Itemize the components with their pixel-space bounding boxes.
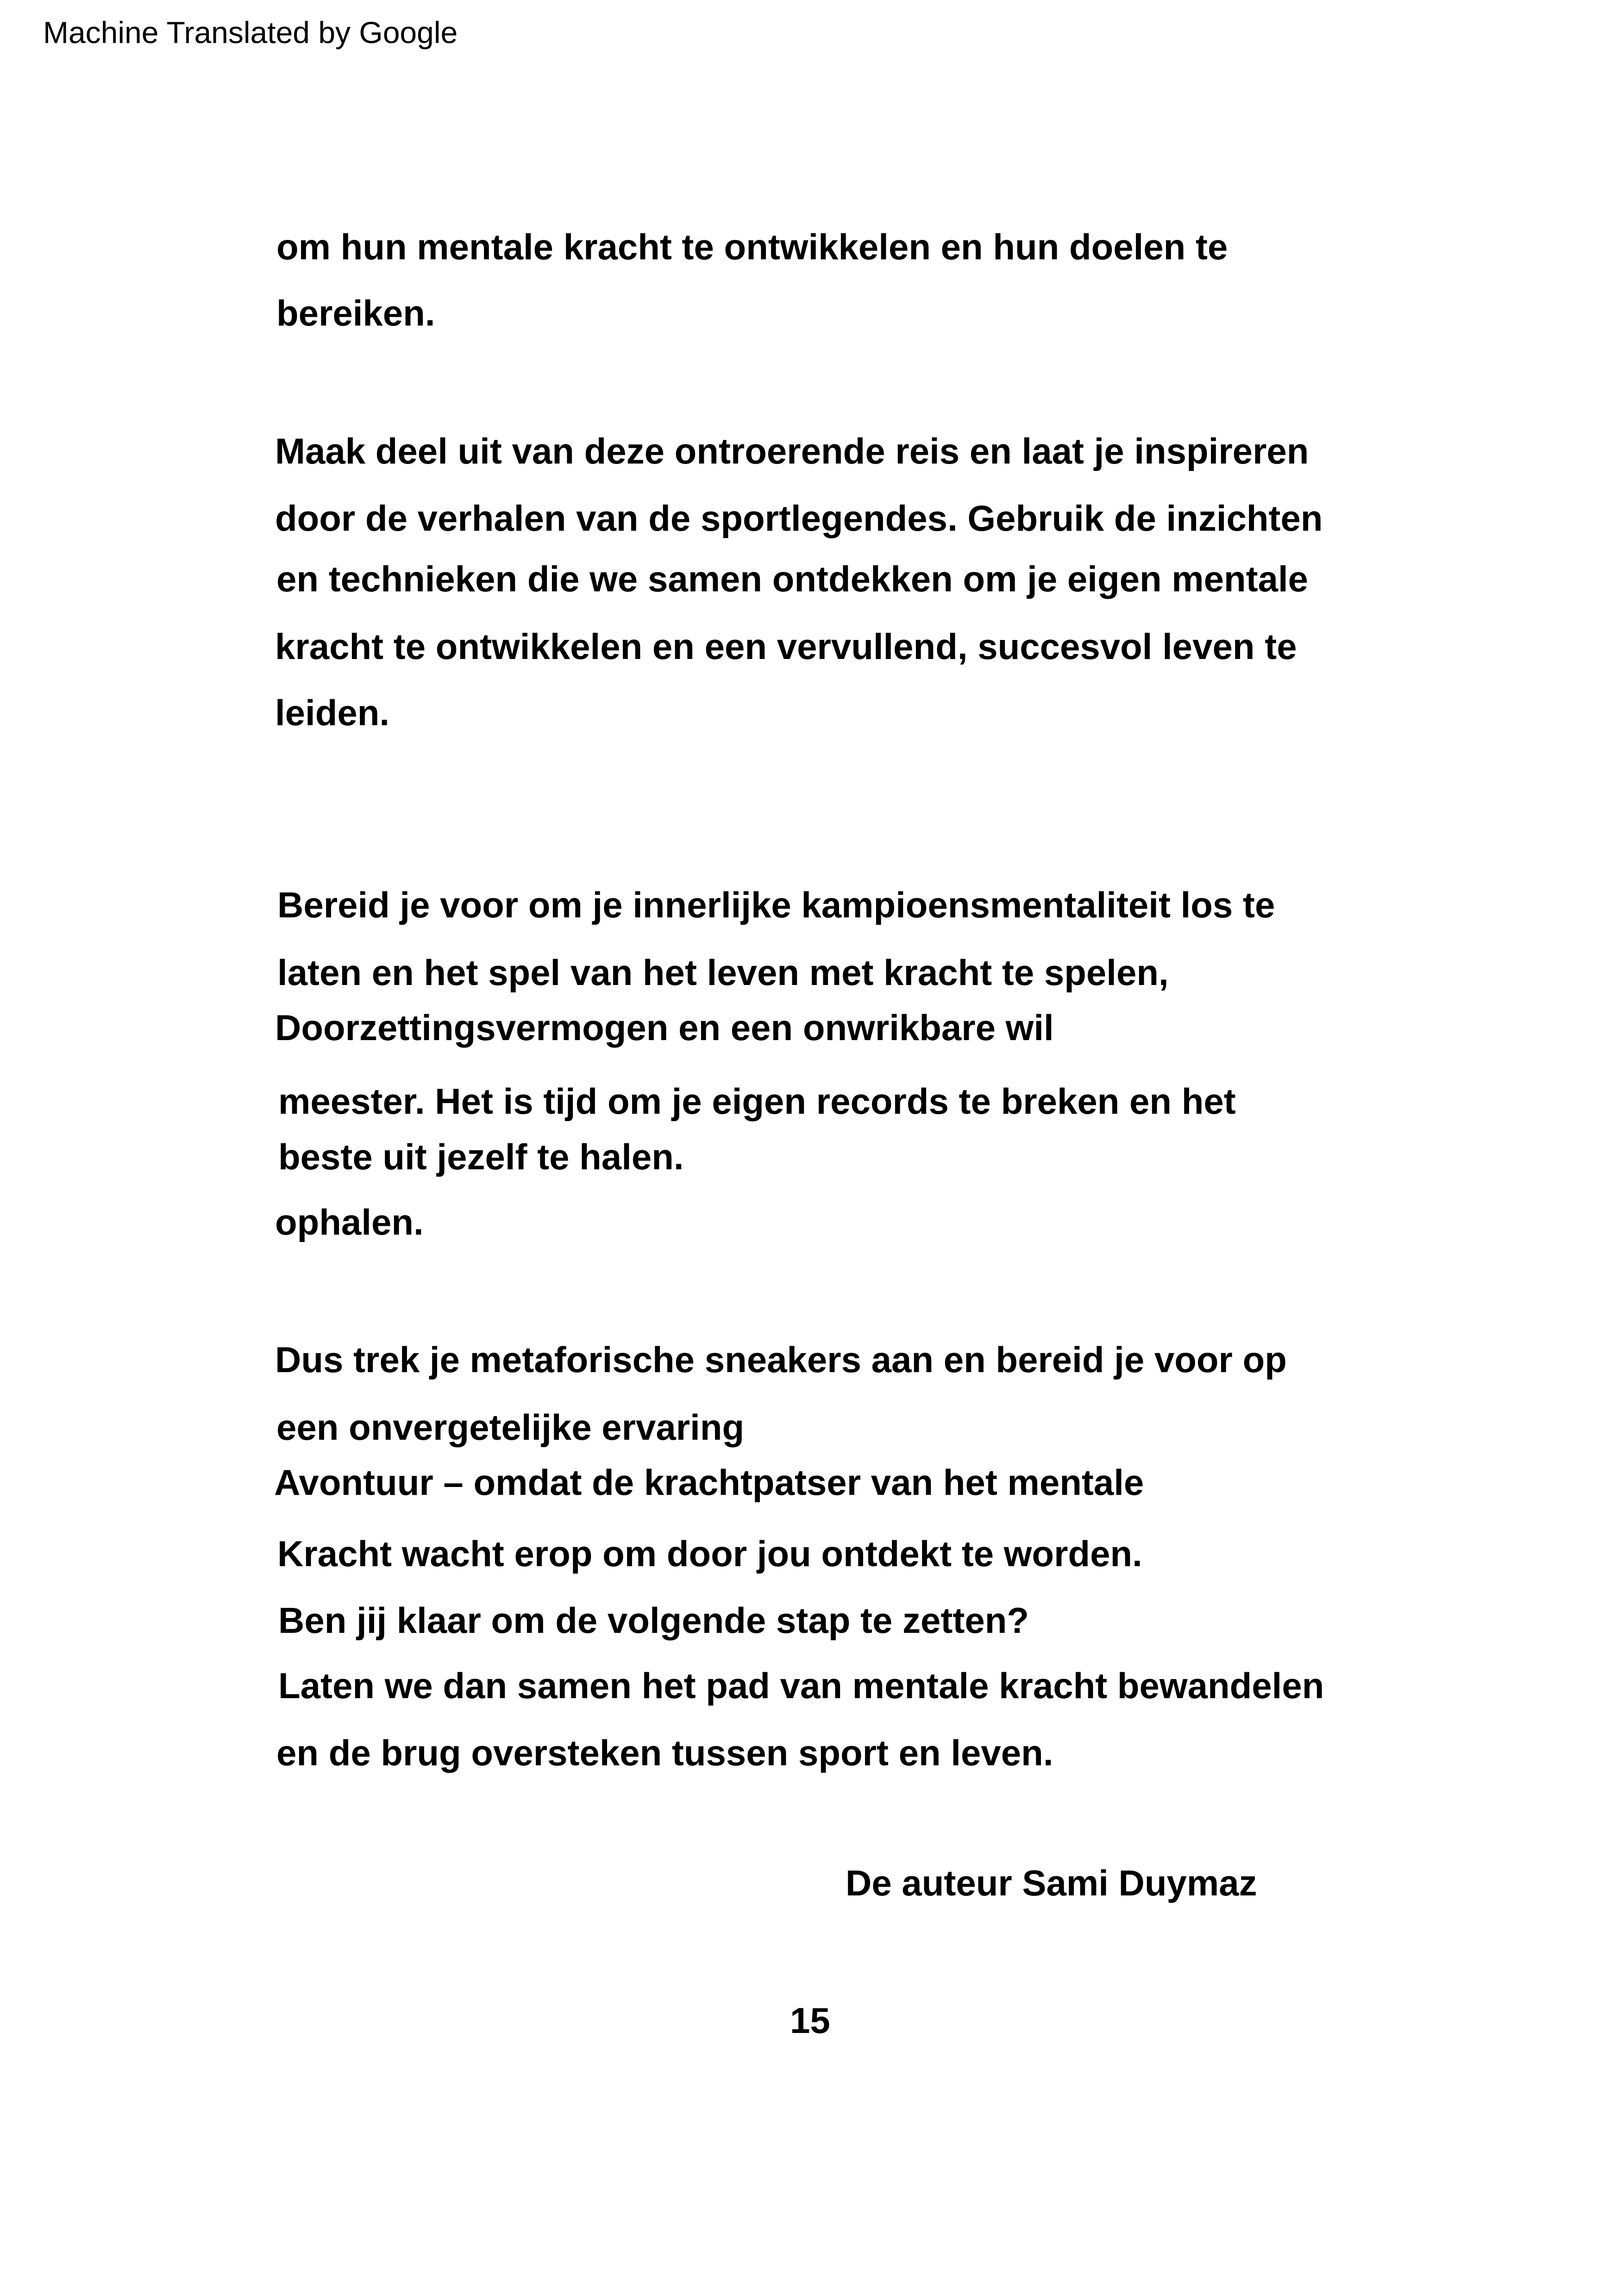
body-line-20: en de brug oversteken tussen sport en leven. <box>276 1732 1053 1773</box>
body-line-2: bereiken. <box>276 293 435 333</box>
body-line-7: leiden. <box>275 692 390 733</box>
body-line-5: en technieken die we samen ontdekken om je eigen mentale <box>276 558 1309 599</box>
body-line-15: een onvergetelijke ervaring <box>276 1407 745 1448</box>
body-line-11: meester. Het is tijd om je eigen records te breken en het <box>278 1081 1236 1122</box>
machine-translation-note: Machine Translated by Google <box>43 15 458 50</box>
page-number: 15 <box>790 2000 830 2041</box>
body-line-12: beste uit jezelf te halen. <box>278 1136 684 1177</box>
body-line-18: Ben jij klaar om de volgende stap te zetten? <box>278 1600 1029 1641</box>
body-line-10: Doorzettingsvermogen en een onwrikbare wil <box>275 1007 1054 1048</box>
body-line-4: door de verhalen van de sportlegendes. Gebruik de inzichten <box>275 498 1323 539</box>
body-line-9: laten en het spel van het leven met kracht te spelen, <box>277 952 1169 993</box>
body-line-19: Laten we dan samen het pad van mentale kracht bewandelen <box>278 1665 1324 1706</box>
body-line-3: Maak deel uit van deze ontroerende reis en laat je inspireren <box>275 431 1309 471</box>
body-line-6: kracht te ontwikkelen en een vervullend, succesvol leven te <box>275 626 1297 667</box>
body-line-17: Kracht wacht erop om door jou ontdekt te worden. <box>277 1533 1142 1574</box>
body-line-16: Avontuur – omdat de krachtpatser van het mentale <box>274 1462 1144 1503</box>
body-line-8: Bereid je voor om je innerlijke kampioensmentaliteit los te <box>277 885 1275 925</box>
body-line-14: Dus trek je metaforische sneakers aan en bereid je voor op <box>275 1339 1287 1380</box>
author-signature: De auteur Sami Duymaz <box>846 1863 1257 1903</box>
body-line-1: om hun mentale kracht te ontwikkelen en hun doelen te <box>276 226 1228 267</box>
body-line-13: ophalen. <box>275 1202 424 1242</box>
